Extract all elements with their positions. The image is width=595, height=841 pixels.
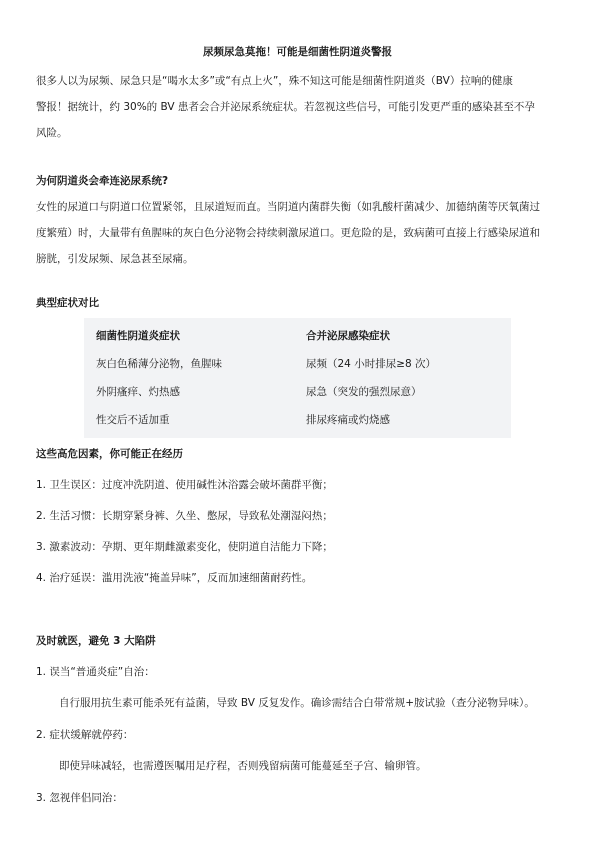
cause-line: 女性的尿道口与阴道口位置紧邻，且尿道短而直。当阴道内菌群失衡（如乳酸杆菌减少、加德纳菌等厌氧菌过 — [36, 201, 540, 213]
list-item-detail: 即使异味减轻，也需遵医嘱用足疗程，否则残留病菌可能蔓延至子宫、输卵管。 — [59, 760, 427, 772]
intro-line: 很多人以为尿频、尿急只是“喝水太多”或“有点上火”，殊不知这可能是细菌性阴道炎（BV）拉响的健康 — [36, 75, 513, 87]
table-cell: 尿频（24 小时排尿≥8 次） — [306, 358, 437, 370]
intro-paragraph — [36, 68, 562, 146]
table-row — [84, 404, 511, 432]
cause-line: 膀胱，引发尿频、尿急甚至尿痛。 — [36, 253, 194, 265]
table-cell: 尿急（突发的强烈尿意） — [306, 386, 422, 398]
list-item: 1. 误当“普通炎症”自治： — [36, 666, 155, 678]
table-header-uti: 合并泌尿感染症状 — [306, 330, 390, 342]
table-cell: 排尿疼痛或灼烧感 — [306, 414, 390, 426]
cause-paragraph — [36, 194, 562, 272]
table-row — [84, 348, 511, 376]
list-item: 2. 症状缓解就停药： — [36, 729, 134, 741]
section-heading-symptoms: 典型症状对比 — [36, 297, 99, 309]
list-item: 3. 忽视伴侣同治： — [36, 792, 123, 804]
intro-line: 警报！据统计，约 30%的 BV 患者会合并泌尿系统症状。若忽视这些信号，可能引发更严重的感染甚至不孕 — [36, 101, 535, 113]
list-item: 1. 卫生误区：过度冲洗阴道、使用碱性沐浴露会破坏菌群平衡； — [36, 479, 333, 491]
list-item: 4. 治疗延误：滥用洗液“掩盖异味”，反而加速细菌耐药性。 — [36, 572, 313, 584]
document-title: 尿频尿急莫拖！可能是细菌性阴道炎警报 — [203, 46, 392, 58]
list-item-detail: 自行服用抗生素可能杀死有益菌，导致 BV 反复发作。确诊需结合白带常规+胺试验（查分泌物异味）。 — [59, 697, 535, 709]
table-row — [84, 376, 511, 404]
section-heading-traps: 及时就医，避免 3 大陷阱 — [36, 635, 156, 647]
table-cell: 灰白色稀薄分泌物，鱼腥味 — [96, 358, 222, 370]
symptom-table — [84, 318, 511, 438]
table-cell: 性交后不适加重 — [96, 414, 170, 426]
intro-line: 风险。 — [36, 127, 68, 139]
section-heading-risks: 这些高危因素，你可能正在经历 — [36, 448, 183, 460]
section-heading-cause: 为何阴道炎会牵连泌尿系统? — [36, 175, 169, 187]
list-item: 3. 激素波动：孕期、更年期雌激素变化，使阴道自洁能力下降； — [36, 541, 333, 553]
table-cell: 外阴瘙痒、灼热感 — [96, 386, 180, 398]
cause-line: 度繁殖）时，大量带有鱼腥味的灰白色分泌物会持续刺激尿道口。更危险的是，致病菌可直接上行感染尿道和 — [36, 227, 540, 239]
list-item: 2. 生活习惯：长期穿紧身裤、久坐、憋尿，导致私处潮湿闷热； — [36, 510, 333, 522]
table-header-row — [84, 320, 511, 348]
table-header-bv: 细菌性阴道炎症状 — [96, 330, 180, 342]
